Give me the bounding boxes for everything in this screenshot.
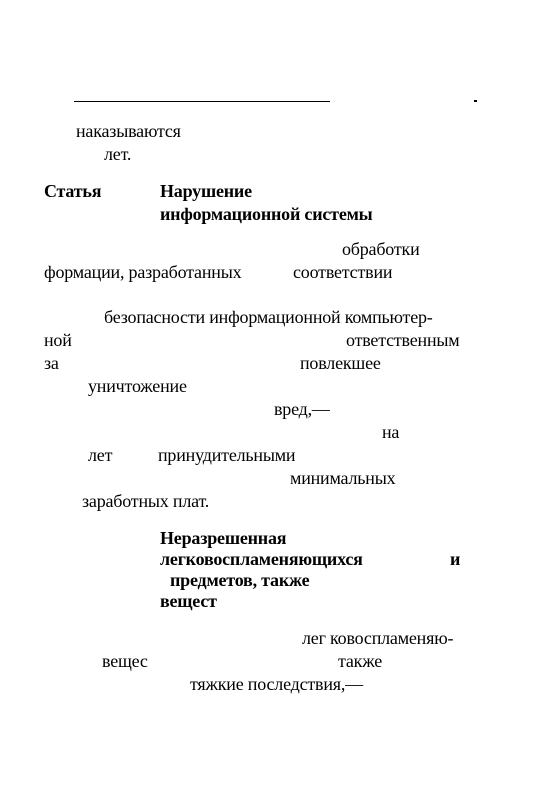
text-line: лет. [104, 144, 132, 164]
text-line: повлекшее [300, 353, 381, 373]
article-title-line: информационной системы [160, 204, 373, 224]
text-line: лег ковоспламеняю- [302, 628, 454, 648]
text-line: минимальных [290, 468, 396, 488]
text-line: уничтожение [88, 376, 187, 396]
top-rule [74, 101, 330, 102]
text-line: лет [88, 445, 113, 465]
article-label: Статья [44, 181, 102, 201]
text-line: тяжкие последствия,— [190, 674, 363, 694]
section-heading-line: вещест [160, 591, 217, 611]
section-heading-line: Неразрешенная [160, 528, 287, 548]
text-line: принудительными [158, 445, 296, 465]
text-line: также [338, 651, 383, 671]
text-line: заработных плат. [82, 491, 210, 511]
text-line: обработки [342, 239, 420, 259]
section-heading-line: легковоспламеняющихся [160, 549, 363, 569]
text-line: вещес [102, 651, 148, 671]
text-line: наказываются [76, 121, 181, 141]
text-line: формации, разработанных [44, 262, 242, 282]
text-line: соответствии [293, 262, 393, 282]
article-title-line: Нарушение [160, 181, 252, 201]
text-line: ной [44, 330, 72, 350]
page-mark [474, 100, 477, 102]
text-line: безопасности информационной компьютер- [104, 307, 433, 327]
text-line: на [382, 422, 400, 442]
section-heading-line: и [450, 549, 461, 569]
text-line: за [44, 353, 59, 373]
text-line: ответственным [346, 330, 460, 350]
section-heading-line: предметов, также [170, 570, 310, 590]
text-line: вред,— [274, 399, 330, 419]
